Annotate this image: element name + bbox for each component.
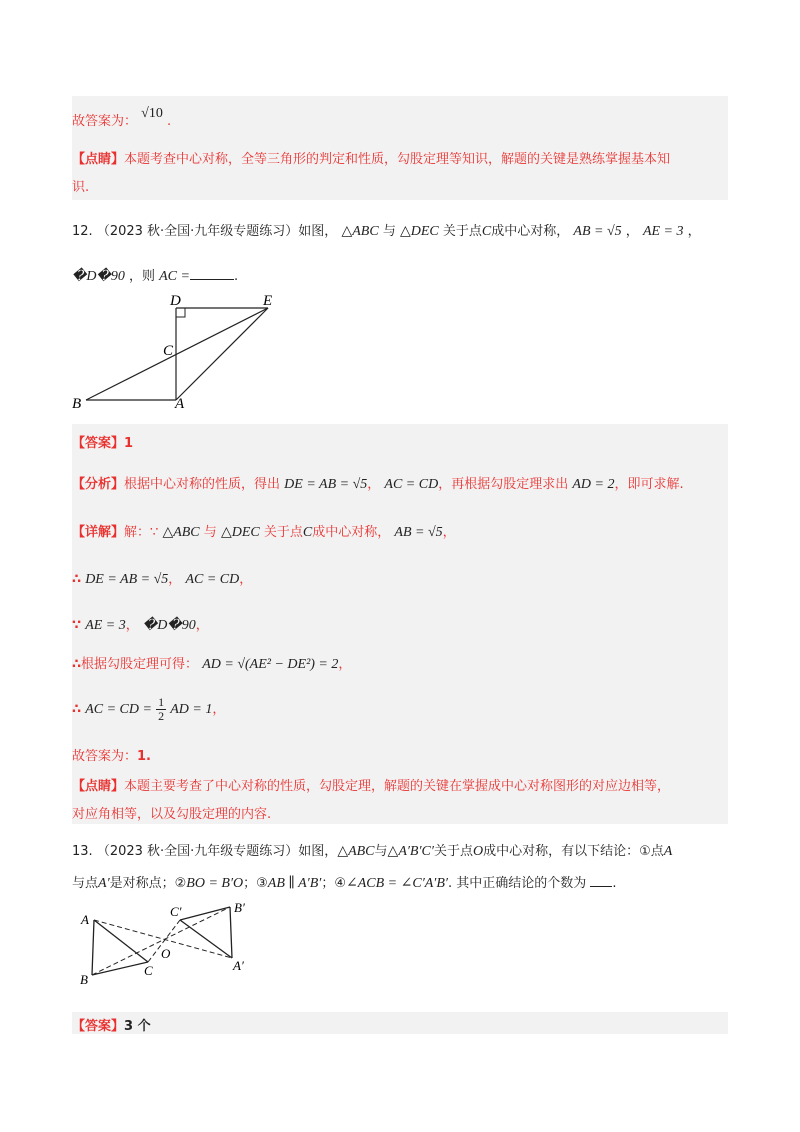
q12-end: .: [233, 269, 239, 284]
q12-step3-text: 根据勾股定理可得：: [81, 657, 199, 672]
q13-line-a2b2: [230, 907, 232, 958]
q13-stem-line2: [72, 872, 617, 892]
prev-comment-line1: [72, 148, 670, 167]
q12-detail-eq: AB = √5: [394, 525, 443, 540]
q13-label-o: O: [161, 946, 171, 961]
q12-analysis-b: ，再根据勾股定理求出: [438, 477, 569, 492]
q12-sym-post: 成中心对称，: [491, 224, 570, 239]
q13-line2-d: ；④: [321, 876, 346, 891]
q12-analysis-eq2: AC = CD: [384, 477, 439, 492]
q13-line2-b: 是对称点；②: [109, 876, 187, 891]
prev-answer-line: [72, 106, 172, 130]
q12-step4-lhs: AC = CD =: [85, 702, 152, 717]
q13-point-a2: A′: [98, 876, 110, 891]
q12-step1-eq2: AC = CD: [185, 572, 240, 587]
q12-comma1: ，: [625, 224, 639, 239]
q12-label-b: B: [72, 396, 82, 412]
q13-source: （2023 秋·全国·九年级专题练习）如图，: [96, 844, 338, 859]
q12-stem-line2: [72, 265, 238, 285]
q12-comma2: ，: [687, 224, 701, 239]
q13-number: 13.: [72, 844, 93, 859]
q13-stem-line1: [72, 840, 672, 860]
q12-detail-c: 成中心对称，: [312, 525, 391, 540]
q12-comment-tag: 【点睛】: [72, 779, 125, 794]
q12-step2-line: [72, 614, 209, 634]
q12-final-prefix: 故答案为：: [72, 749, 138, 764]
q13-point: O: [472, 844, 484, 859]
q13-tri2: △A′B′C′: [387, 844, 434, 859]
q12-analysis-a: 根据中心对称的性质，得出: [124, 477, 281, 492]
q12-step2-comma: ，: [125, 618, 139, 633]
q13-line2-a: 与点: [72, 876, 99, 891]
q12-step2-comma2: ，: [195, 618, 209, 633]
q12-label-d: D: [170, 293, 181, 309]
q12-step4-denominator: 2: [158, 709, 165, 723]
q12-then: ，则: [128, 269, 155, 284]
q12-comment-line1: [72, 775, 670, 794]
q13-line-ac: [94, 920, 148, 962]
q12-analysis-c: ，即可求解.: [614, 477, 684, 492]
q12-comment-text2: 对应角相等，以及勾股定理的内容.: [72, 807, 272, 822]
q13-end: .: [612, 876, 617, 891]
q13-answer-blank: [590, 886, 612, 887]
q12-detail-line: [72, 521, 456, 541]
prev-answer-end: .: [166, 114, 172, 129]
q12-step4-line: [72, 696, 225, 723]
prev-comment-text2: 识.: [72, 180, 90, 195]
q13-label-b: B: [80, 972, 88, 987]
q12-detail-tri1: △ABC: [162, 525, 200, 540]
prev-answer-value: √10: [141, 106, 163, 121]
q12-step1-comma2: ，: [239, 572, 253, 587]
q12-label-e: E: [263, 293, 273, 309]
q13-point-a: A: [663, 844, 673, 859]
q13-label-c: C: [144, 963, 153, 978]
q12-answer-blank: [190, 279, 234, 280]
q13-tri1: △ABC: [337, 844, 375, 859]
q12-step3-eq: AD = √(AE² − DE²) = 2: [202, 657, 339, 672]
prev-answer-prefix: 故答案为：: [72, 114, 138, 129]
q13-line2-e: . 其中正确结论的个数为: [447, 876, 587, 891]
q12-angle: �D�90: [72, 269, 125, 284]
q12-tri1: △ABC: [341, 224, 379, 239]
q12-answer-tag: 【答案】: [72, 436, 125, 451]
q12-right-angle-mark: [176, 308, 185, 317]
q13-label-a: A: [81, 912, 89, 927]
q12-detail-b: 关于点: [263, 525, 303, 540]
q12-detail-with: 与: [203, 525, 217, 540]
q12-sym-pre: 关于点: [442, 224, 482, 239]
q12-comment-line2: [72, 803, 271, 822]
q13-eq3: AB ∥ A′B′: [267, 876, 322, 891]
q13-line-bc: [92, 962, 148, 975]
q13-answer-block: [72, 1012, 728, 1034]
q12-label-a: A: [175, 396, 185, 412]
q12-step3-therefore: ∴: [72, 657, 82, 672]
q12-step2-angle: �D�90: [142, 618, 196, 633]
q13-answer-tag: 【答案】: [72, 1019, 125, 1034]
q12-step2-eq: AE = 3: [85, 618, 126, 633]
q12-line-be: [86, 308, 268, 400]
q12-stem-line1: [72, 220, 701, 240]
q13-line-ab: [92, 920, 94, 975]
q13-figure: [72, 900, 272, 992]
q12-step4-numerator: 1: [158, 695, 165, 709]
q12-point: C: [481, 224, 492, 239]
q12-step4-rhs: AD = 1: [170, 702, 213, 717]
q12-analysis-tag: 【分析】: [72, 477, 125, 492]
q13-eq2: BO = B′O: [186, 876, 244, 891]
q13-sym-pre: 关于点: [433, 844, 473, 859]
prev-comment-tag: 【点睛】: [72, 152, 125, 167]
prev-comment-text1: 本题考查中心对称，全等三角形的判定和性质，勾股定理等知识，解题的关键是熟练掌握基本知: [124, 152, 671, 167]
q12-detail-tri2: △DEC: [220, 525, 260, 540]
q12-step1-therefore: ∴: [72, 572, 82, 587]
q12-step1-comma: ，: [168, 572, 182, 587]
q12-source: （2023 秋·全国·九年级专题练习）如图，: [96, 224, 338, 239]
q12-line-ae: [176, 308, 268, 400]
q13-line2-c: ；③: [243, 876, 268, 891]
q12-step1-line: [72, 568, 252, 588]
q13-line-a2c2: [180, 920, 232, 958]
q12-step3-comma: ，: [338, 657, 352, 672]
q12-step1-eq1: DE = AB = √5: [85, 572, 169, 587]
q12-analysis-eq1: DE = AB = √5: [284, 477, 368, 492]
q13-eq4: ∠ACB = ∠C′A′B′: [346, 876, 448, 891]
q12-eq-ab: AB = √5: [573, 224, 622, 239]
q12-with: 与: [382, 224, 396, 239]
q12-final-value: 1.: [137, 749, 151, 764]
q12-analysis-line: [72, 473, 684, 493]
q12-analysis-eq3: AD = 2: [572, 477, 615, 492]
q12-answer-line: [72, 432, 133, 451]
q13-answer-value: 3 个: [124, 1019, 151, 1034]
q12-detail-comma: ，: [442, 525, 456, 540]
q13-sym-post: 成中心对称，有以下结论：①点: [483, 844, 664, 859]
q12-eq-ae: AE = 3: [642, 224, 684, 239]
q12-final-line: [72, 745, 151, 764]
q13-answer-line: [72, 1015, 151, 1034]
q12-number: 12.: [72, 224, 93, 239]
q12-figure: [64, 286, 294, 416]
prev-comment-line2: [72, 176, 89, 195]
q13-label-a2: A′: [233, 958, 244, 973]
q12-step4-fraction: [156, 696, 166, 723]
q13-label-b2: B′: [234, 900, 245, 915]
q12-label-c: C: [163, 343, 174, 359]
q12-step4-comma: ，: [212, 702, 226, 717]
q13-with: 与: [374, 844, 388, 859]
q13-label-c2: C′: [170, 904, 182, 919]
q12-comment-text1: 本题主要考查了中心对称的性质，勾股定理，解题的关键在掌握成中心对称图形的对应边相等，: [124, 779, 671, 794]
q12-ask: AC =: [159, 269, 190, 284]
q12-tri2: △DEC: [399, 224, 439, 239]
q12-detail-tag: 【详解】: [72, 525, 125, 540]
q12-analysis-comma: ，: [367, 477, 381, 492]
q13-line-b2c2: [180, 907, 230, 920]
q12-answer-value: 1: [124, 436, 134, 451]
q12-step4-therefore: ∴: [72, 702, 82, 717]
q12-step3-line: [72, 653, 351, 673]
q12-detail-point: C: [302, 525, 313, 540]
q12-step2-because: ∵: [72, 618, 82, 633]
q12-detail-a: 解：∵: [124, 525, 159, 540]
